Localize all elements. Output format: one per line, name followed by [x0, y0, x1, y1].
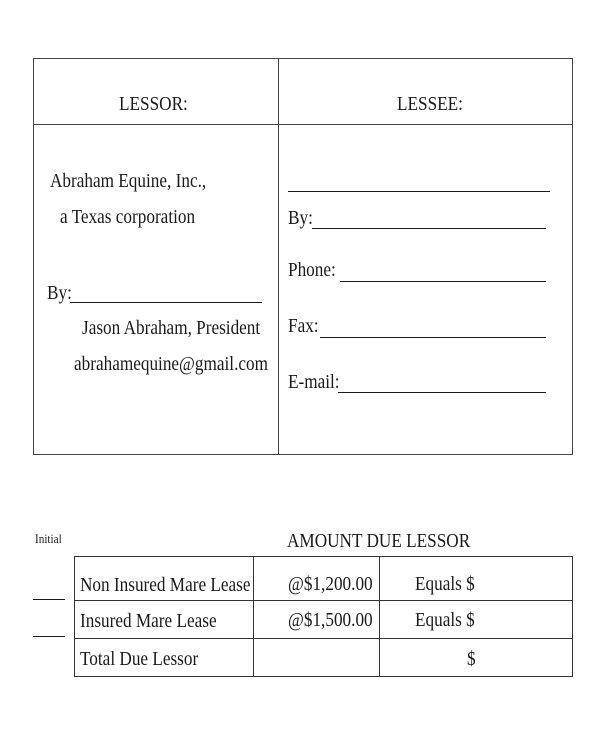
table-row-item: Non Insured Mare Lease — [80, 574, 251, 596]
table-row-equals: $ — [467, 648, 476, 670]
parties-header-divider — [33, 124, 573, 125]
lessee-by-line[interactable] — [312, 228, 546, 229]
lessee-header: LESSEE: — [397, 93, 463, 115]
initial-line-2[interactable] — [33, 636, 65, 637]
lessee-email-label: E-mail: — [288, 371, 340, 393]
amount-table-row-divider — [74, 638, 573, 639]
table-row-rate: @$1,200.00 — [288, 573, 373, 595]
lessor-email: abrahamequine@gmail.com — [74, 353, 268, 375]
amount-due-title: AMOUNT DUE LESSOR — [287, 530, 471, 552]
initial-line-1[interactable] — [33, 599, 65, 600]
amount-table-bottom — [74, 676, 573, 677]
table-row-equals: Equals $ — [415, 609, 475, 631]
amount-table-row-divider — [74, 600, 573, 601]
parties-column-divider — [278, 58, 279, 455]
table-row-item: Total Due Lessor — [80, 648, 199, 670]
lessor-entity: a Texas corporation — [60, 206, 196, 228]
lessor-company: Abraham Equine, Inc., — [50, 170, 207, 192]
amount-table-col-divider — [253, 556, 254, 676]
lessor-signature-line[interactable] — [70, 302, 262, 303]
parties-table — [33, 58, 573, 455]
amount-table-right — [572, 556, 573, 676]
lessee-phone-label: Phone: — [288, 259, 336, 281]
initial-label: Initial — [35, 531, 62, 546]
lessee-email-line[interactable] — [338, 392, 546, 393]
table-row-item: Insured Mare Lease — [80, 610, 217, 632]
amount-table-col-divider — [379, 556, 380, 676]
table-row-rate: @$1,500.00 — [288, 609, 373, 631]
lessee-by-label: By: — [288, 207, 313, 229]
lessee-name-line[interactable] — [288, 191, 550, 192]
amount-table-left — [74, 556, 75, 676]
lessor-header: LESSOR: — [119, 93, 188, 115]
table-row-equals: Equals $ — [415, 573, 475, 595]
lessee-fax-label: Fax: — [288, 315, 319, 337]
lessor-by-label: By: — [47, 282, 72, 304]
lessor-signer: Jason Abraham, President — [82, 317, 261, 339]
lessee-phone-line[interactable] — [340, 281, 546, 282]
amount-table-top — [74, 556, 573, 557]
lessee-fax-line[interactable] — [320, 337, 546, 338]
